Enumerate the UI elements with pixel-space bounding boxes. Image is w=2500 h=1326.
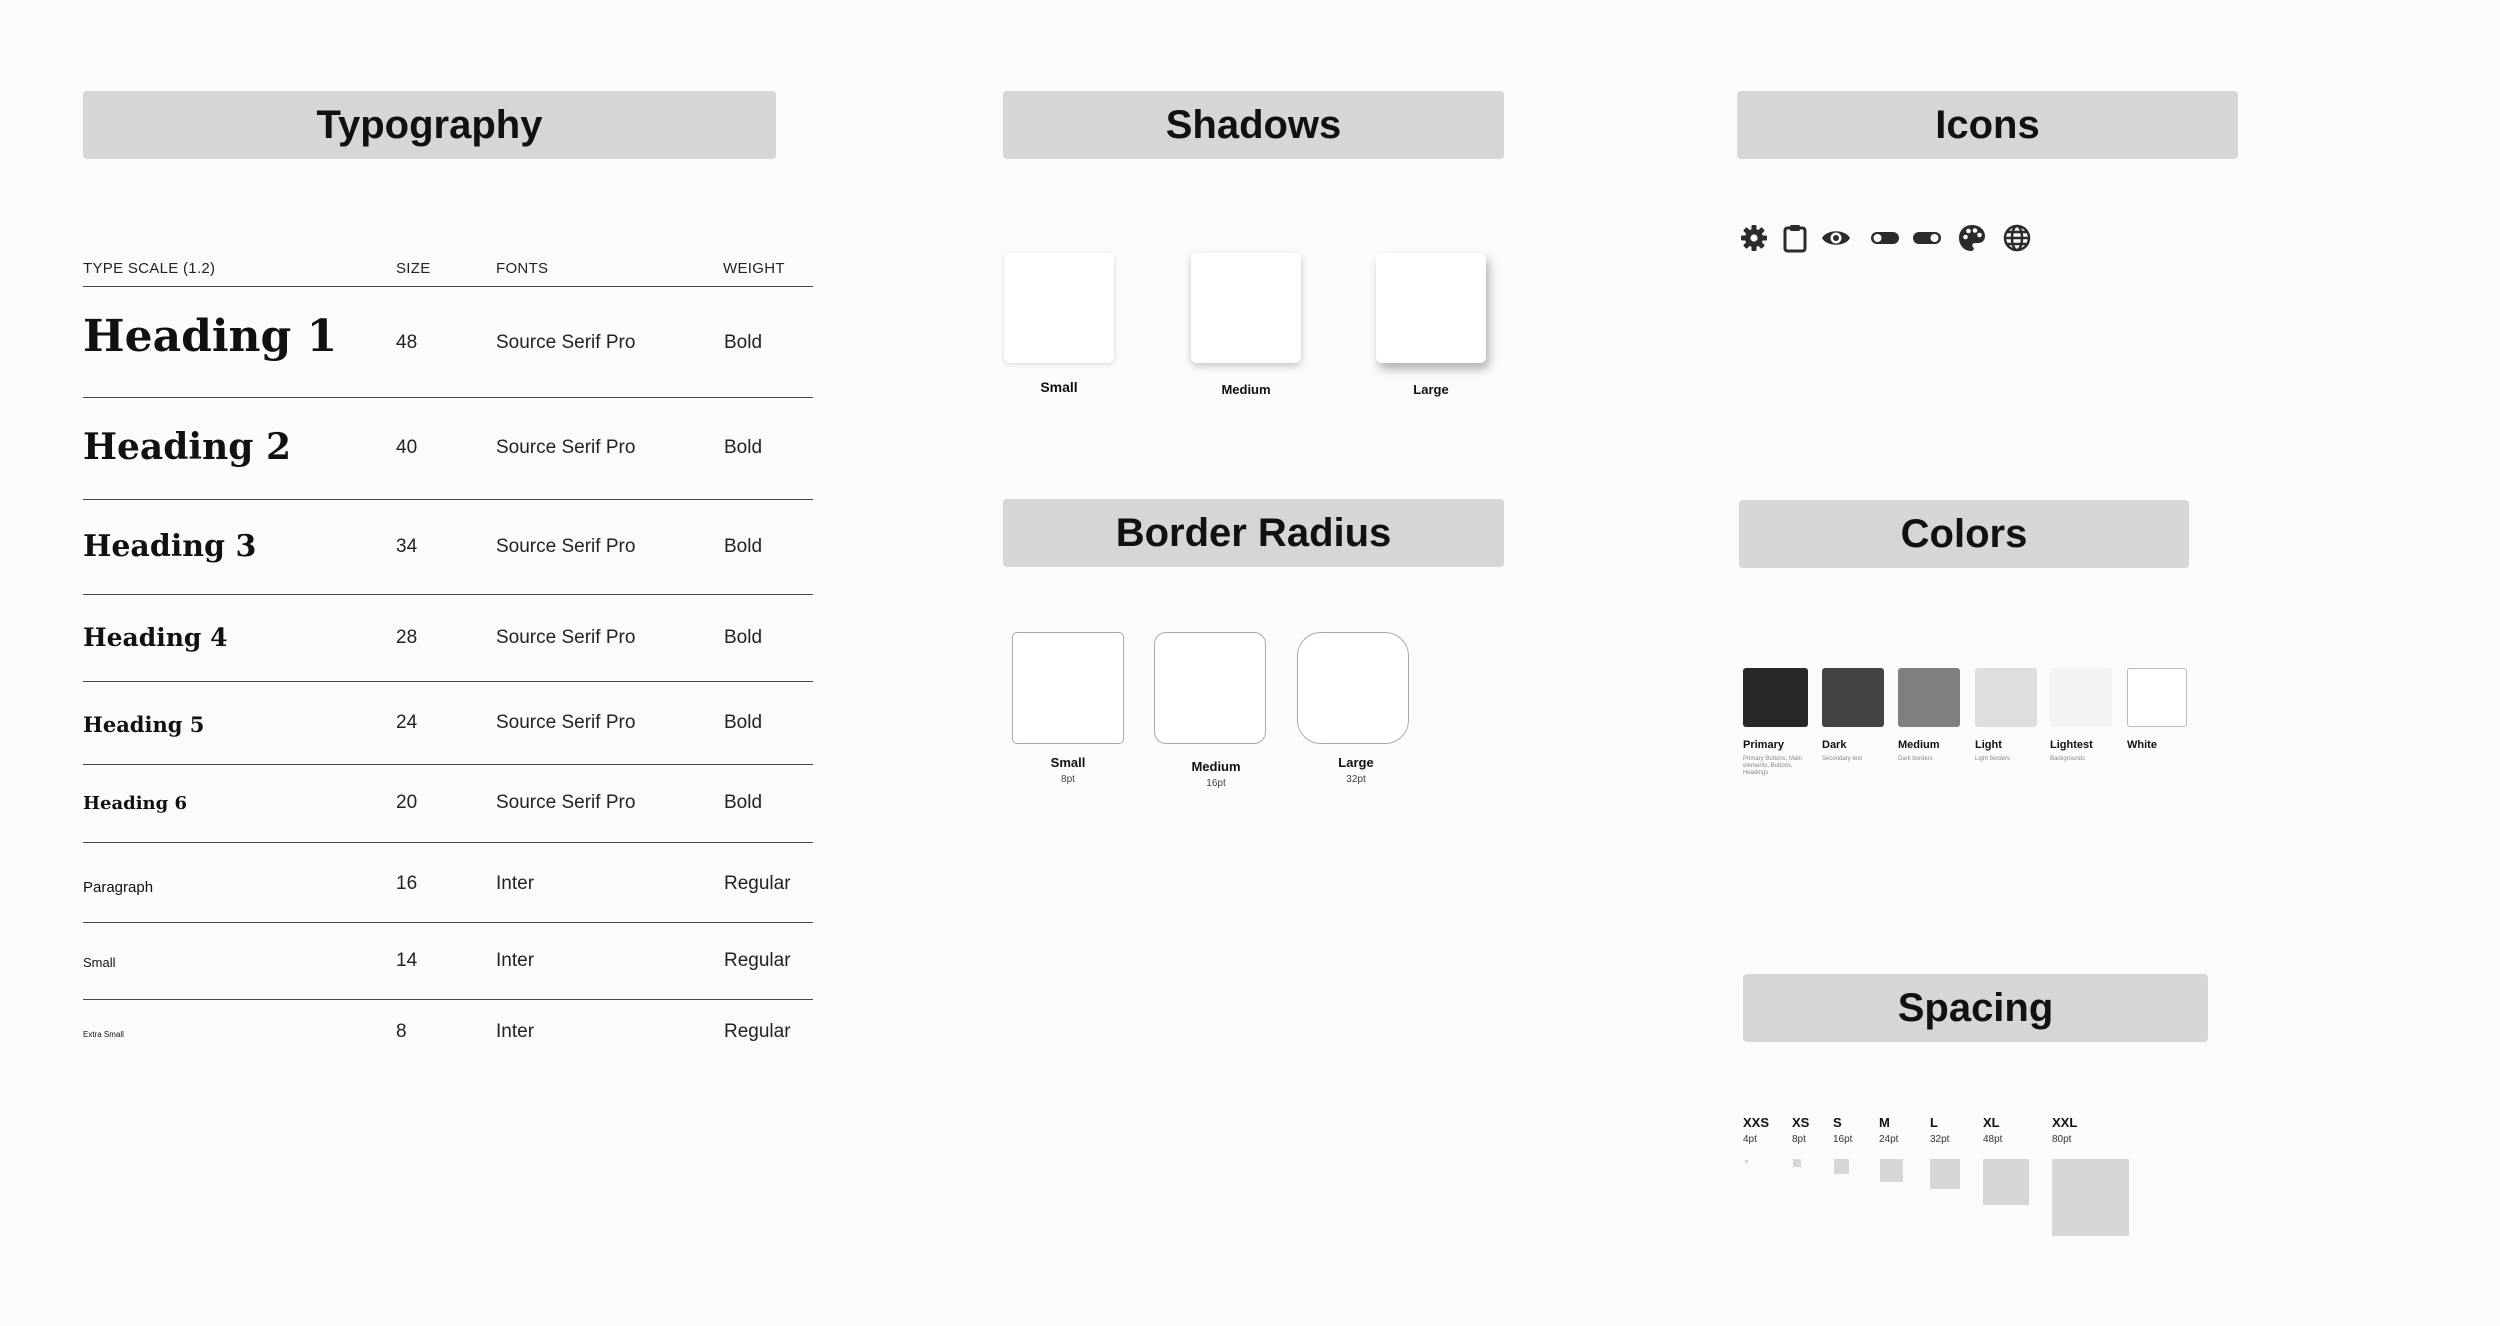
weight-cell: Bold bbox=[724, 712, 763, 733]
font-cell: Source Serif Pro bbox=[496, 332, 636, 353]
shadow-medium-sample bbox=[1191, 253, 1301, 363]
font-cell: Inter bbox=[496, 950, 535, 971]
size-cell: 34 bbox=[396, 536, 418, 557]
spacing-value: 4pt bbox=[1743, 1134, 1757, 1145]
spacing-value: 24pt bbox=[1879, 1134, 1899, 1145]
color-note: Light borders bbox=[1975, 756, 2011, 762]
radius-small-label: Small bbox=[1050, 755, 1086, 770]
weight-cell: Bold bbox=[724, 437, 763, 458]
spacing-value: 48pt bbox=[1983, 1134, 2003, 1145]
table-row bbox=[83, 682, 813, 764]
weight-cell: Regular bbox=[724, 950, 791, 971]
color-swatch-light bbox=[1975, 668, 2037, 727]
column-size: SIZE bbox=[396, 260, 431, 277]
shadow-medium-label: Medium bbox=[1221, 382, 1271, 397]
size-cell: 48 bbox=[396, 332, 418, 353]
weight-cell: Regular bbox=[724, 1021, 791, 1042]
font-cell: Source Serif Pro bbox=[496, 712, 636, 733]
spacing-xxl-sample bbox=[2052, 1159, 2129, 1236]
color-note: Primary Buttons, Main elements, Buttons, Headings bbox=[1743, 756, 1803, 776]
radius-medium-value: 16pt bbox=[1206, 778, 1226, 789]
spacing-value: 80pt bbox=[2052, 1134, 2072, 1145]
type-sample: Heading 6 bbox=[83, 793, 188, 814]
spacing-label: L bbox=[1930, 1115, 1938, 1130]
spacing-m-sample bbox=[1880, 1159, 1903, 1182]
table-row bbox=[83, 500, 813, 594]
font-cell: Source Serif Pro bbox=[496, 792, 636, 813]
border-radius-header: Border Radius bbox=[1003, 499, 1504, 567]
table-row bbox=[83, 287, 813, 397]
shadow-small-label: Small bbox=[1040, 379, 1078, 395]
palette-icon bbox=[1956, 222, 1988, 254]
radius-large-value: 32pt bbox=[1346, 774, 1366, 785]
table-row bbox=[83, 923, 813, 999]
spacing-label: M bbox=[1879, 1115, 1890, 1130]
weight-cell: Bold bbox=[724, 792, 763, 813]
spacing-xs-sample bbox=[1793, 1159, 1801, 1167]
clipboard-icon bbox=[1779, 222, 1811, 254]
spacing-s-sample bbox=[1834, 1159, 1849, 1174]
spacing-label: S bbox=[1833, 1115, 1842, 1130]
font-cell: Inter bbox=[496, 873, 535, 894]
table-row bbox=[83, 843, 813, 922]
color-swatch-lightest bbox=[2050, 668, 2112, 727]
radius-medium-label: Medium bbox=[1191, 759, 1241, 774]
radius-small-sample bbox=[1012, 632, 1124, 744]
shadow-large-label: Large bbox=[1413, 382, 1449, 397]
type-sample: Heading 2 bbox=[83, 426, 292, 468]
weight-cell: Bold bbox=[724, 332, 763, 353]
color-swatch-primary bbox=[1743, 668, 1808, 727]
shadow-small-sample bbox=[1004, 253, 1114, 363]
color-name: White bbox=[2127, 739, 2157, 751]
font-cell: Source Serif Pro bbox=[496, 437, 636, 458]
color-name: Light bbox=[1975, 739, 2002, 751]
eye-icon bbox=[1820, 222, 1852, 254]
color-note: Secondary text bbox=[1822, 756, 1863, 762]
typography-header: Typography bbox=[83, 91, 776, 159]
spacing-label: XXS bbox=[1743, 1115, 1770, 1130]
color-swatch-dark bbox=[1822, 668, 1884, 727]
size-cell: 28 bbox=[396, 627, 418, 648]
weight-cell: Regular bbox=[724, 873, 791, 894]
type-sample: Heading 4 bbox=[83, 623, 228, 652]
colors-header: Colors bbox=[1739, 500, 2189, 568]
size-cell: 8 bbox=[396, 1021, 407, 1042]
radius-medium-sample bbox=[1154, 632, 1266, 744]
type-sample: Heading 5 bbox=[83, 712, 205, 737]
globe-icon bbox=[2001, 222, 2033, 254]
spacing-label: XL bbox=[1983, 1115, 2000, 1130]
table-row bbox=[83, 765, 813, 842]
size-cell: 16 bbox=[396, 873, 418, 894]
spacing-value: 32pt bbox=[1930, 1134, 1950, 1145]
spacing-label: XS bbox=[1792, 1115, 1810, 1130]
spacing-value: 8pt bbox=[1792, 1134, 1806, 1145]
type-sample: Extra Small bbox=[83, 1030, 124, 1039]
radius-large-label: Large bbox=[1338, 755, 1374, 770]
column-type-scale: TYPE SCALE (1.2) bbox=[83, 260, 216, 277]
weight-cell: Bold bbox=[724, 536, 763, 557]
spacing-label: XXL bbox=[2052, 1115, 2078, 1130]
color-note: Dark borders bbox=[1898, 756, 1933, 762]
column-weight: WEIGHT bbox=[723, 260, 785, 277]
color-name: Lightest bbox=[2050, 739, 2093, 751]
gear-icon bbox=[1738, 222, 1770, 254]
color-swatch-white bbox=[2127, 668, 2187, 727]
shadows-header: Shadows bbox=[1003, 91, 1504, 159]
table-row bbox=[83, 1000, 813, 1070]
column-fonts: FONTS bbox=[496, 260, 549, 277]
type-sample: Paragraph bbox=[83, 879, 154, 896]
spacing-l-sample bbox=[1930, 1159, 1960, 1189]
spacing-header: Spacing bbox=[1743, 974, 2208, 1042]
size-cell: 24 bbox=[396, 712, 418, 733]
icons-header: Icons bbox=[1737, 91, 2238, 159]
color-name: Medium bbox=[1898, 739, 1940, 751]
toggle-on-icon bbox=[1911, 222, 1943, 254]
toggle-off-icon bbox=[1869, 222, 1901, 254]
radius-small-value: 8pt bbox=[1061, 774, 1075, 785]
table-row bbox=[83, 398, 813, 499]
spacing-xl-sample bbox=[1983, 1159, 2029, 1205]
radius-large-sample bbox=[1297, 632, 1409, 744]
size-cell: 14 bbox=[396, 950, 418, 971]
font-cell: Source Serif Pro bbox=[496, 627, 636, 648]
type-sample: Heading 1 bbox=[83, 311, 338, 362]
shadow-large-sample bbox=[1376, 253, 1486, 363]
color-name: Primary bbox=[1743, 739, 1784, 751]
table-row bbox=[83, 595, 813, 681]
type-sample: Heading 3 bbox=[83, 529, 257, 564]
size-cell: 40 bbox=[396, 437, 418, 458]
type-sample: Small bbox=[83, 955, 116, 970]
weight-cell: Bold bbox=[724, 627, 763, 648]
color-swatch-medium bbox=[1898, 668, 1960, 727]
color-note: Backgrounds bbox=[2050, 756, 2086, 762]
spacing-value: 16pt bbox=[1833, 1134, 1853, 1145]
font-cell: Source Serif Pro bbox=[496, 536, 636, 557]
size-cell: 20 bbox=[396, 792, 418, 813]
spacing-xxs-sample bbox=[1745, 1160, 1748, 1163]
color-name: Dark bbox=[1822, 739, 1847, 751]
font-cell: Inter bbox=[496, 1021, 535, 1042]
